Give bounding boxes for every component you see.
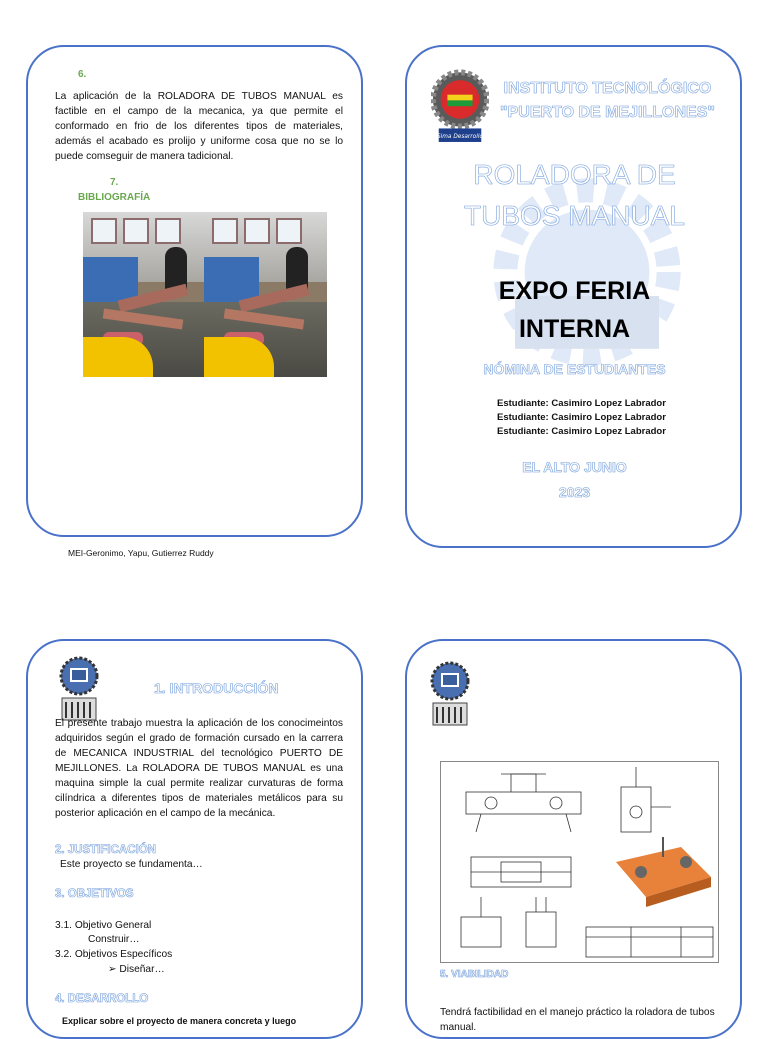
viability-heading: 5. VIABILIDAD [440, 969, 509, 980]
student-entry: Estudiante: Casimiro Lopez Labrador [497, 398, 666, 409]
viability-text: Tendrá factibilidad en el manejo práctico la roladora de tubos manual. [440, 1007, 715, 1033]
panel-cover [405, 45, 742, 548]
logo-caption: Sima Desarrollo [436, 134, 484, 141]
institute-logo-small [429, 661, 471, 729]
institute-name-line2: "PUERTO DE MEJILLONES" [500, 104, 715, 121]
students-heading: NÓMINA DE ESTUDIANTES [483, 361, 666, 377]
year: 2023 [558, 484, 591, 500]
student-list [497, 397, 666, 439]
section-number-7: 7. [110, 177, 119, 188]
student-entry: Estudiante: Casimiro Lopez Labrador [497, 426, 666, 437]
bibliography-heading: BIBLIOGRAFÍA [78, 192, 151, 203]
specific-objectives-label: 3.2. Objetivos Específicos [55, 949, 173, 960]
specific-objective-item: ➢ Diseñar… [108, 964, 165, 975]
section-number-6: 6. [78, 69, 87, 80]
justification-text: Este proyecto se fundamenta… [60, 859, 203, 870]
justification-heading: 2. JUSTIFICACIÓN [55, 844, 156, 856]
project-title-line1: ROLADORA DE [473, 159, 676, 190]
institute-logo-small [58, 656, 100, 724]
panel-viability [405, 639, 742, 1039]
panel-introduction [26, 639, 363, 1039]
objectives-heading: 3. OBJETIVOS [55, 888, 134, 900]
workshop-photo-right [204, 212, 327, 377]
city-date: EL ALTO JUNIO [522, 459, 627, 475]
introduction-paragraph: El presente trabajo muestra la aplicación de los conocimeintos adquiridos según el grado de formación cursado en la carrera de MECANICA INDUSTRIAL del tecnológico PUERTO DE MEJILLONES. La ROLADORA DE TUBOS MANUAL es una maquina simple la cual permite realizar curvaturas de forma cilíndrica a diferentes tipos de materiales metálicos para su posterior aplicación en el campo de la mecánica. [55, 718, 343, 819]
conclusion-paragraph: La aplicación de la ROLADORA DE TUBOS MANUAL es factible en el campo de la mecanica, ya que permite el conformado en frio de los diferentes tipos de materiales, además el acabado es prolijo y uniforme cosa que no se lo puede comseguir de manera tadicional. [55, 91, 343, 162]
introduction-heading: 1. INTRODUCCIÓN [154, 680, 279, 696]
panel-conclusion [26, 45, 363, 537]
general-objective-label: 3.1. Objetivo General [55, 920, 152, 931]
institute-name-line1: INSTITUTO TECNOLÓGICO [503, 80, 712, 97]
project-title-line2: TUBOS MANUAL [464, 200, 685, 231]
institute-logo [431, 67, 489, 157]
technical-drawing [440, 761, 719, 963]
general-objective-item: Construir… [88, 934, 140, 945]
development-heading: 4. DESARROLLO [55, 993, 149, 1005]
authors-footer: MEI-Geronimo, Yapu, Gutierrez Ruddy [68, 548, 214, 558]
student-entry: Estudiante: Casimiro Lopez Labrador [497, 412, 666, 423]
development-text: Explicar sobre el proyecto de manera concreta y luego [62, 1016, 297, 1026]
event-title-line1: EXPO FERIA [498, 277, 651, 305]
event-title-line2: INTERNA [518, 315, 631, 343]
workshop-photo-left [83, 212, 204, 377]
